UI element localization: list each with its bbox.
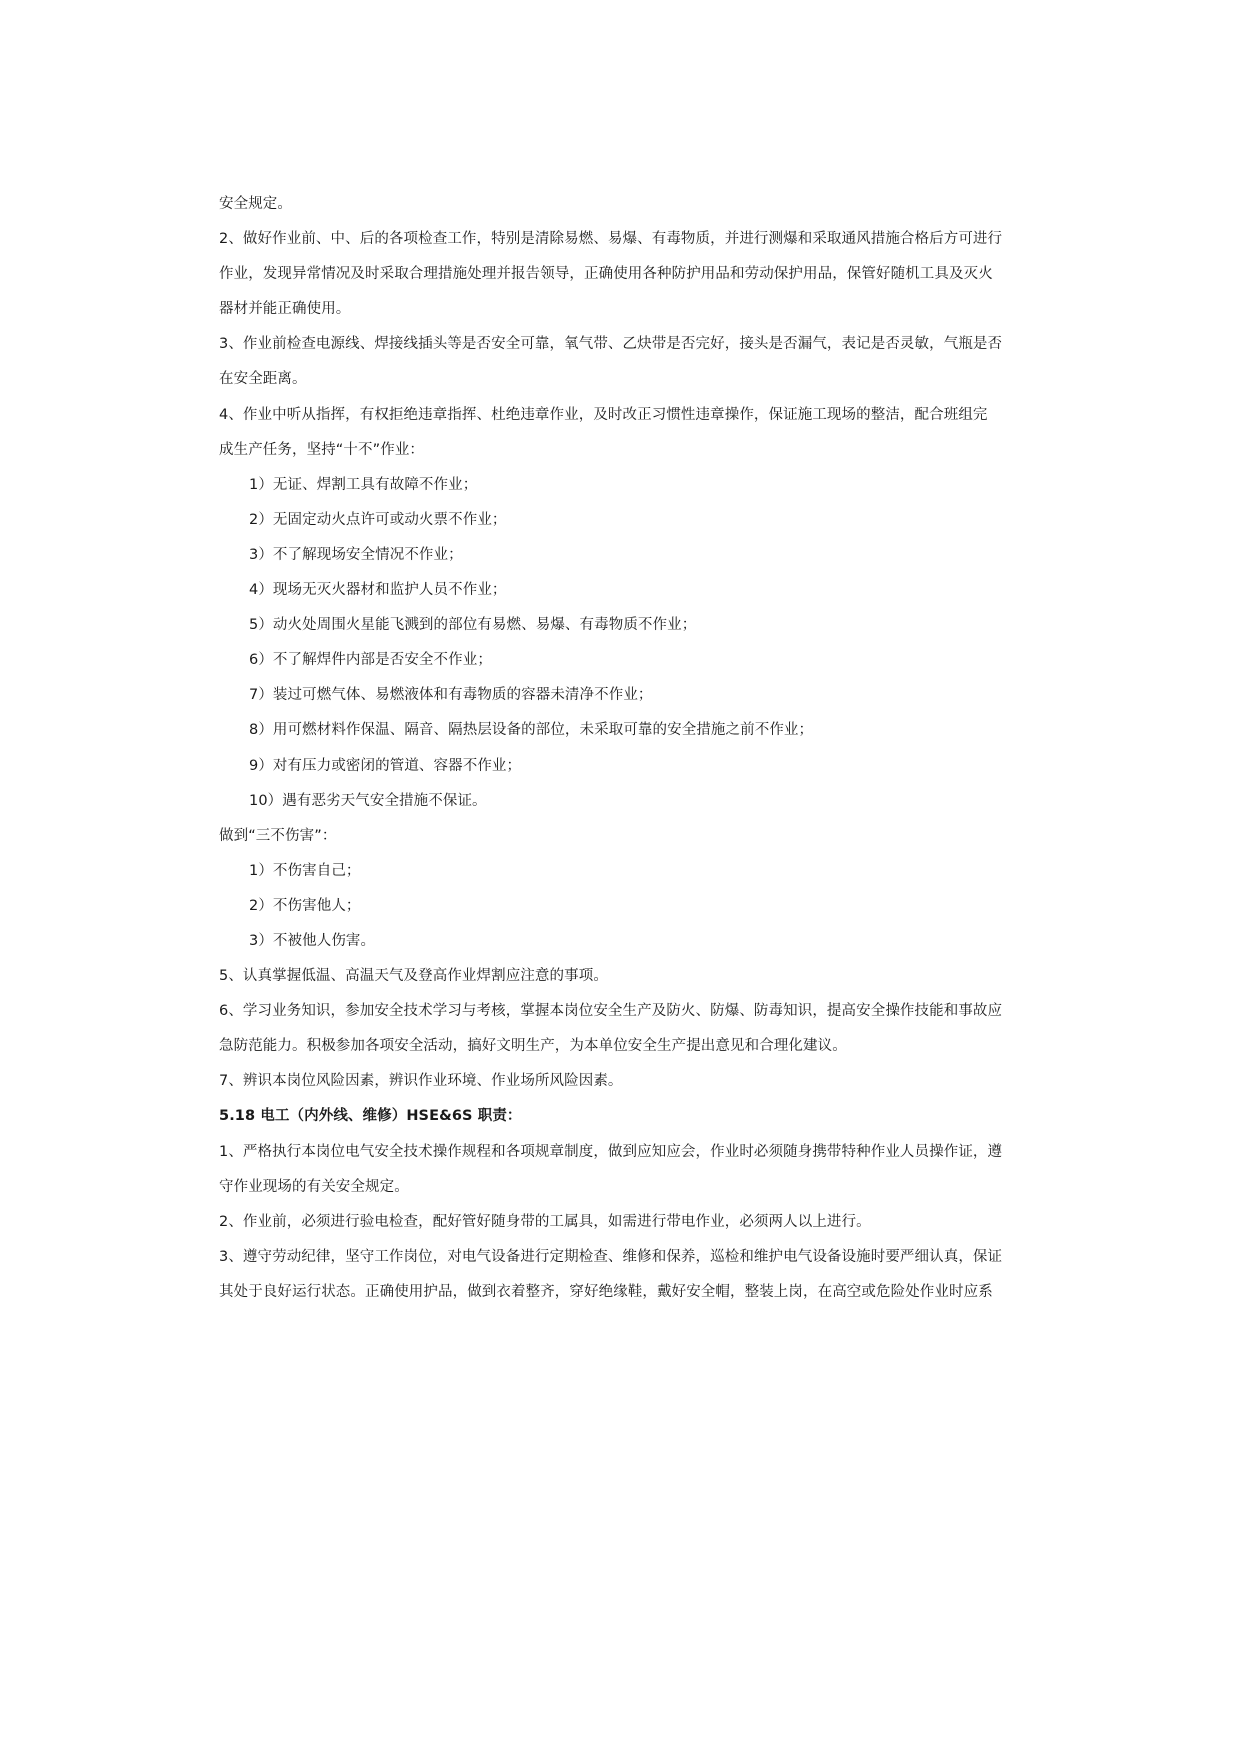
text-line: 做到“三不伤害”：: [219, 827, 337, 844]
text-line: 成生产任务，坚持“十不”作业：: [219, 441, 425, 458]
text-line: 其处于良好运行状态。正确使用护品，做到衣着整齐，穿好绝缘鞋，戴好安全帽，整装上岗，在高空或危险处作业时应系: [219, 1283, 993, 1300]
list-item: 6）不了解焊件内部是否安全不作业；: [249, 652, 492, 669]
text-line: 3、作业前检查电源线、焊接线插头等是否安全可靠，氧气带、乙炔带是否完好，接头是否漏气，表记是否灵敏，气瓶是否: [219, 336, 1003, 353]
text-line: 守作业现场的有关安全规定。: [219, 1178, 409, 1195]
list-item: 3）不了解现场安全情况不作业；: [249, 546, 463, 563]
list-item: 8）用可燃材料作保温、隔音、隔热层设备的部位，未采取可靠的安全措施之前不作业；: [249, 722, 814, 739]
list-item: 3）不被他人伤害。: [249, 932, 376, 949]
list-item: 10）遇有恶劣天气安全措施不保证。: [249, 792, 487, 809]
text-line: 急防范能力。积极参加各项安全活动，搞好文明生产，为本单位安全生产提出意见和合理化建议。: [219, 1038, 847, 1055]
list-item: 9）对有压力或密闭的管道、容器不作业；: [249, 757, 522, 774]
text-line: 2、做好作业前、中、后的各项检查工作，特别是清除易燃、易爆、有毒物质，并进行测爆和采取通风措施合格后方可进行: [219, 231, 1003, 248]
text-line: 1、严格执行本岗位电气安全技术操作规程和各项规章制度，做到应知应会，作业时必须随身携带特种作业人员操作证，遵: [219, 1143, 1003, 1160]
text-line: 2、作业前，必须进行验电检查，配好管好随身带的工属具，如需进行带电作业，必须两人以上进行。: [219, 1213, 871, 1230]
document-page: [219, 196, 1029, 1319]
list-item: 5）动火处周围火星能飞溅到的部位有易燃、易爆、有毒物质不作业；: [249, 617, 697, 634]
text-line: 7、辨识本岗位风险因素，辨识作业环境、作业场所风险因素。: [219, 1073, 623, 1090]
text-line: 作业，发现异常情况及时采取合理措施处理并报告领导，正确使用各种防护用品和劳动保护用品，保管好随机工具及灭火: [219, 266, 993, 283]
text-line: 4、作业中听从指挥，有权拒绝违章指挥、杜绝违章作业，及时改正习惯性违章操作，保证施工现场的整洁，配合班组完: [219, 406, 988, 423]
text-line: 6、学习业务知识，参加安全技术学习与考核，掌握本岗位安全生产及防火、防爆、防毒知识，提高安全操作技能和事故应: [219, 1003, 1003, 1020]
text-line: 安全规定。: [219, 196, 292, 212]
text-line: 3、遵守劳动纪律，坚守工作岗位，对电气设备进行定期检查、维修和保养，巡检和维护电气设备设施时要严细认真，保证: [219, 1248, 1003, 1265]
list-item: 1）不伤害自己；: [249, 862, 361, 879]
list-item: 2）不伤害他人；: [249, 897, 361, 914]
section-heading: 5.18 电工（内外线、维修）HSE&6S 职责：: [219, 1108, 522, 1125]
list-item: 4）现场无灭火器材和监护人员不作业；: [249, 582, 507, 599]
text-line: 在安全距离。: [219, 371, 307, 388]
text-line: 器材并能正确使用。: [219, 301, 351, 318]
list-item: 2）无固定动火点许可或动火票不作业；: [249, 511, 507, 528]
list-item: 7）装过可燃气体、易燃液体和有毒物质的容器未清净不作业；: [249, 687, 653, 704]
list-item: 1）无证、焊割工具有故障不作业；: [249, 476, 478, 493]
text-line: 5、认真掌握低温、高温天气及登高作业焊割应注意的事项。: [219, 968, 608, 985]
